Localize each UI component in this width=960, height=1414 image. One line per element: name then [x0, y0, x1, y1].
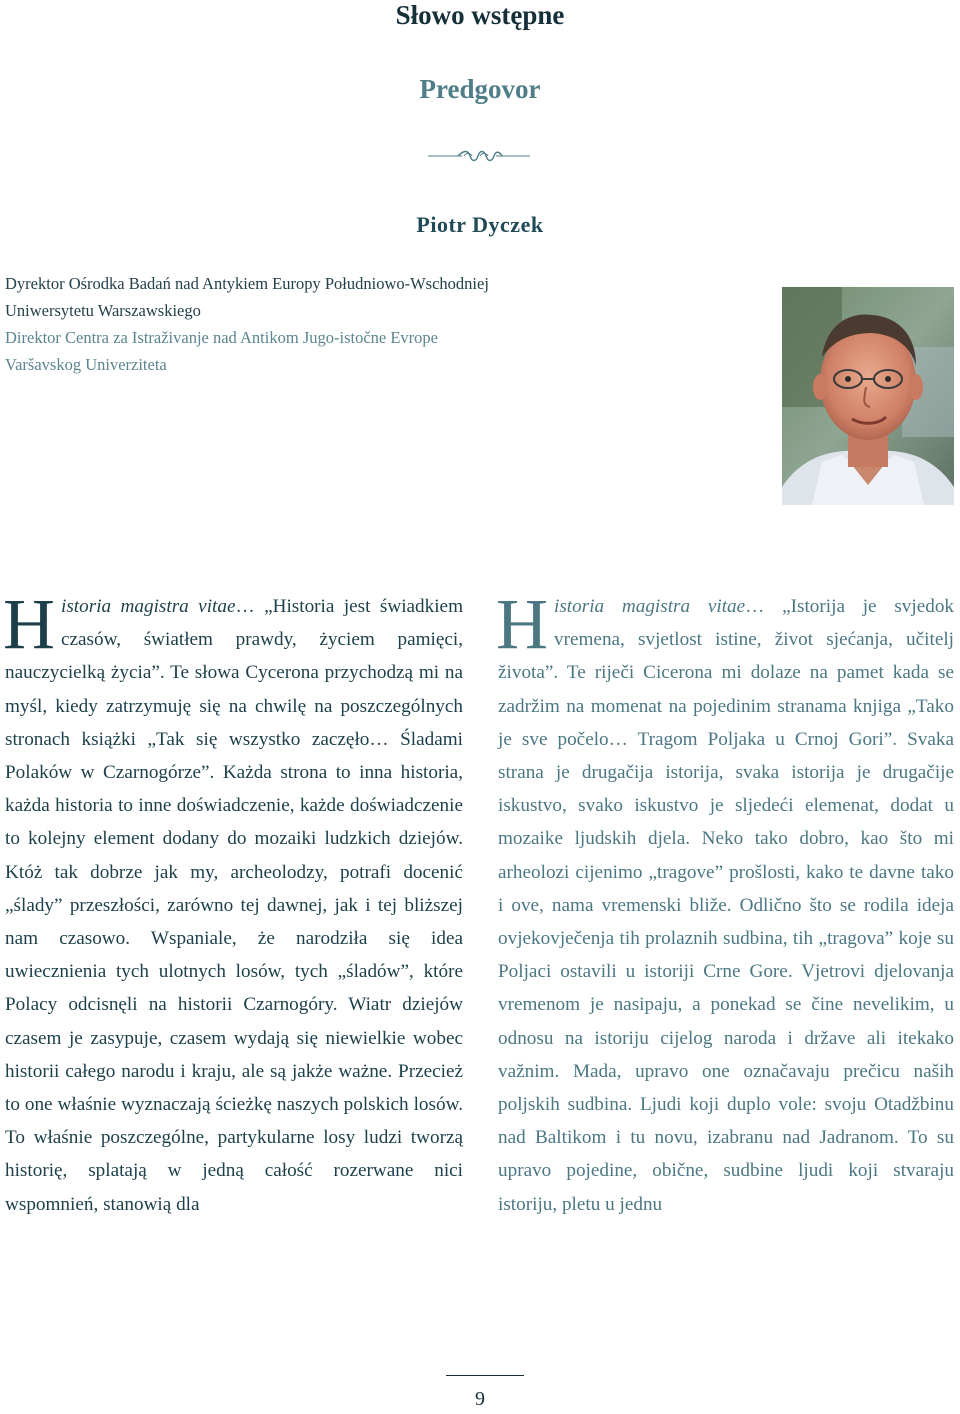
affiliation-me-line-1: Direktor Centra za Istraživanje nad Antikom Jugo-istočne Evrope — [5, 328, 438, 347]
decorative-flourish-icon — [428, 146, 530, 166]
author-portrait — [782, 287, 954, 505]
dropcap-polish: H — [3, 584, 55, 664]
affiliation-me-line-2: Varšavskog Univerziteta — [5, 355, 167, 374]
body-text-montenegrin: … „Istorija je svjedok vremena, svjetlost istine, život sjećanja, učitelj života”. Te riječi Cicerona mi dolaze na pamet kada se zadržim na momenat na pojedinim stranama knjiga „Tako je sve počelo… Tragom Poljaka u Crnoj Gori”. Svaka strana je drugačija istorija, svaka istorija je drugačije iskustvo, svako iskustvo je sljedeći elemenat, dodat u mozaike ljudskih djela. Neko tako dobro, kao što mi arheolozi cijenimo „tragove” prošlosti, kako te davne tako i ove, nama vremenski bliže. Odlično što se rodila ideja ovjekovječenja tih prolaznih sudbina, tih „tragova” koje su Poljaci ostavili u istoriji Crne Gore. Vjetrovi djelovanja vremenom je nasipaju, a ponekad se čine nevelikim, u odnosu na istoriju cijelog naroda i države ali itekako važnim. Mada, upravo one označavaju prečicu naših poljskih sudbina. Ljudi koji duplo vole: svoju Otadžbinu nad Baltikom i tu novu, izabranu nad Jadranom. To su upravo pojedine, obične, sudbine ljudi koji stvaraju istoriju, pletu u jednu — [498, 596, 955, 1215]
paragraph-polish — [3, 584, 464, 1221]
dropcap-montenegrin: H — [496, 584, 548, 664]
latin-quote-montenegrin: istoria magistra vitae — [554, 596, 746, 617]
footer-rule — [446, 1375, 524, 1376]
title-montenegrin: Predgovor — [419, 74, 541, 104]
text-column-montenegrin — [496, 584, 955, 1221]
latin-quote-polish: istoria magistra vitae — [61, 596, 236, 617]
paragraph-montenegrin — [496, 584, 955, 1221]
author-affiliation — [5, 270, 489, 378]
affiliation-pl-line-1: Dyrektor Ośrodka Badań nad Antykiem Europy Południowo-Wschodniej — [5, 274, 489, 293]
text-column-polish — [3, 584, 464, 1221]
author-name: Piotr Dyczek — [416, 212, 544, 237]
title-polish: Słowo wstępne — [395, 0, 565, 30]
affiliation-pl-line-2: Uniwersytetu Warszawskiego — [5, 301, 201, 320]
page-number: 9 — [475, 1388, 485, 1410]
body-text-polish: … „Historia jest świadkiem czasów, światłem prawdy, życiem pamięci, nauczycielką życia”. Te słowa Cycerona przychodzą mi na myśl, kiedy zatrzymuję się na chwilę na poszczególnych stronach książki „Tak się wszystko zaczęło… Śladami Polaków w Czarnogórze”. Każda strona to inna historia, każda historia to inne doświadczenie, każde doświadczenie to kolejny element dodany do mozaiki ludzkich dziejów. Któż tak dobrze jak my, archeolodzy, potrafi docenić „ślady” przeszłości, zarówno tej dawnej, jak i tej bliższej nam czasowo. Wspaniale, że narodziła się idea uwiecznienia tych ulotnych losów, tych „śladów”, które Polacy odcisnęli na historii Czarnogóry. Wiatr dziejów czasem je zasypuje, czasem wydają się niewielkie wobec historii całego narodu i kraju, ale są jakże ważne. Przecież to one właśnie wyznaczają ścieżkę naszych polskich losów. To właśnie poszczególne, partykularne losy ludzi tworzą historię, splatają w jedną całość rozerwane nici wspomnień, stanowią dla — [5, 596, 464, 1215]
